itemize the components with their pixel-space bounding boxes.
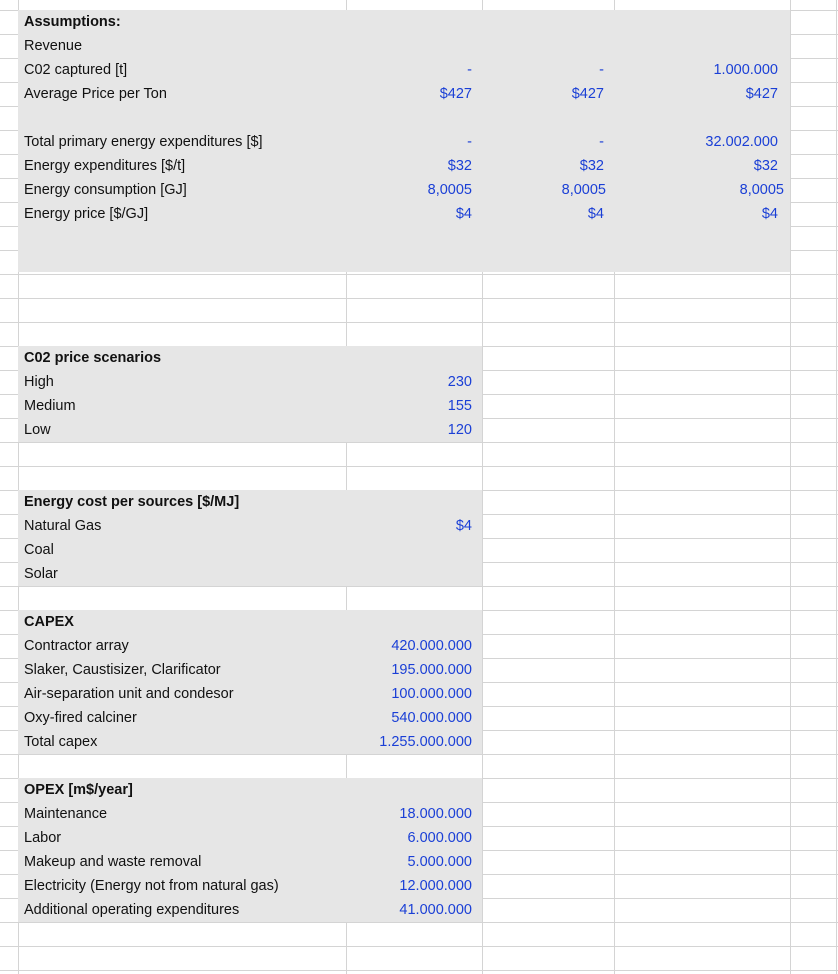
opex-labor-label[interactable]: Labor [24, 830, 62, 846]
row-revenue-label[interactable]: Revenue [24, 38, 83, 54]
energy-consumption-col1[interactable]: 8,0005 [427, 182, 472, 198]
opex-maintenance-label[interactable]: Maintenance [24, 806, 108, 822]
capex-calciner-label[interactable]: Oxy-fired calciner [24, 710, 137, 726]
avg-price-col3[interactable]: $427 [745, 86, 778, 102]
co2-captured-col3[interactable]: 1.000.000 [713, 62, 778, 78]
co2-high-value[interactable]: 230 [447, 374, 472, 390]
capex-title[interactable]: CAPEX [24, 614, 74, 630]
capex-total-value[interactable]: 1.255.000.000 [379, 734, 472, 750]
energy-consumption-col3[interactable]: 8,0005 [739, 182, 784, 198]
capex-asu-label[interactable]: Air-separation unit and condesor [24, 686, 234, 702]
capex-contractor-value[interactable]: 420.000.000 [391, 638, 472, 654]
co2-captured-col2[interactable]: - [599, 62, 604, 78]
natural-gas-label[interactable]: Natural Gas [24, 518, 102, 534]
energy-price-col3[interactable]: $4 [761, 206, 778, 222]
coal-label[interactable]: Coal [24, 542, 54, 558]
capex-slaker-value[interactable]: 195.000.000 [391, 662, 472, 678]
opex-title[interactable]: OPEX [m$/year] [24, 782, 133, 798]
capex-asu-value[interactable]: 100.000.000 [391, 686, 472, 702]
opex-labor-value[interactable]: 6.000.000 [407, 830, 472, 846]
capex-slaker-label[interactable]: Slaker, Caustisizer, Clarificator [24, 662, 221, 678]
row-energy-price-label[interactable]: Energy price [$/GJ] [24, 206, 149, 222]
opex-additional-label[interactable]: Additional operating expenditures [24, 902, 240, 918]
total-energy-exp-col3[interactable]: 32.002.000 [705, 134, 778, 150]
avg-price-col1[interactable]: $427 [439, 86, 472, 102]
row-total-energy-exp-label[interactable]: Total primary energy expenditures [$] [24, 134, 263, 150]
assumptions-title[interactable]: Assumptions: [24, 14, 121, 30]
co2-captured-col1[interactable]: - [467, 62, 472, 78]
solar-label[interactable]: Solar [24, 566, 58, 582]
natural-gas-value[interactable]: $4 [455, 518, 472, 534]
row-avg-price-label[interactable]: Average Price per Ton [24, 86, 167, 102]
energy-price-col2[interactable]: $4 [587, 206, 604, 222]
co2-high-label[interactable]: High [24, 374, 54, 390]
row-energy-exp-per-t-label[interactable]: Energy expenditures [$/t] [24, 158, 186, 174]
energy-exp-per-t-col3[interactable]: $32 [753, 158, 778, 174]
energy-exp-per-t-col1[interactable]: $32 [447, 158, 472, 174]
row-co2-captured-label[interactable]: C02 captured [t] [24, 62, 128, 78]
co2-medium-label[interactable]: Medium [24, 398, 76, 414]
opex-electricity-label[interactable]: Electricity (Energy not from natural gas) [24, 878, 279, 894]
capex-total-label[interactable]: Total capex [24, 734, 98, 750]
energy-cost-title[interactable]: Energy cost per sources [$/MJ] [24, 494, 240, 510]
opex-makeup-value[interactable]: 5.000.000 [407, 854, 472, 870]
co2-medium-value[interactable]: 155 [447, 398, 472, 414]
opex-makeup-label[interactable]: Makeup and waste removal [24, 854, 202, 870]
opex-maintenance-value[interactable]: 18.000.000 [399, 806, 472, 822]
co2-low-label[interactable]: Low [24, 422, 51, 438]
co2-low-value[interactable]: 120 [447, 422, 472, 438]
opex-electricity-value[interactable]: 12.000.000 [399, 878, 472, 894]
avg-price-col2[interactable]: $427 [571, 86, 604, 102]
co2-price-title[interactable]: C02 price scenarios [24, 350, 162, 366]
capex-calciner-value[interactable]: 540.000.000 [391, 710, 472, 726]
energy-price-col1[interactable]: $4 [455, 206, 472, 222]
total-energy-exp-col1[interactable]: - [467, 134, 472, 150]
capex-contractor-label[interactable]: Contractor array [24, 638, 129, 654]
row-energy-consumption-label[interactable]: Energy consumption [GJ] [24, 182, 187, 198]
energy-exp-per-t-col2[interactable]: $32 [579, 158, 604, 174]
opex-additional-value[interactable]: 41.000.000 [399, 902, 472, 918]
energy-consumption-col2[interactable]: 8,0005 [561, 182, 606, 198]
total-energy-exp-col2[interactable]: - [599, 134, 604, 150]
